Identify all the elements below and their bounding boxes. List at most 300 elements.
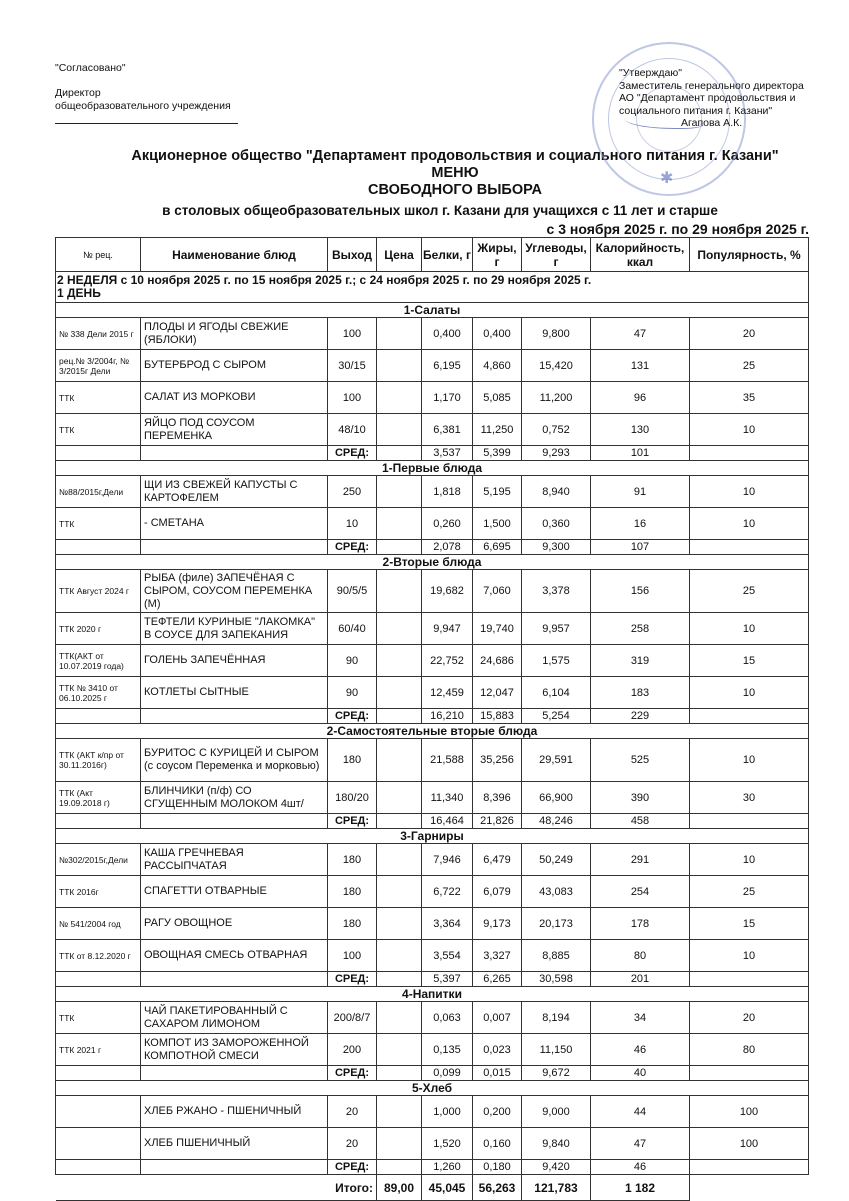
table-row xyxy=(56,1096,809,1128)
approval-right-block xyxy=(619,67,804,130)
avg-cell-price xyxy=(377,1066,422,1081)
cell-price xyxy=(377,1034,422,1066)
cell-output: 200 xyxy=(328,1034,377,1066)
cell-price xyxy=(377,414,422,446)
avg-cell-calories: 46 xyxy=(591,1160,690,1175)
cell-fat: 5,195 xyxy=(473,476,522,508)
cell-rec: ТТК № 3410 от 06.10.2025 г xyxy=(56,677,141,709)
cell-rec: ТТК xyxy=(56,382,141,414)
table-row xyxy=(56,645,809,677)
cell-popularity: 10 xyxy=(690,739,809,782)
avg-cell-protein: 0,099 xyxy=(422,1066,473,1081)
avg-cell-rec xyxy=(56,1066,141,1081)
cell-output: 180 xyxy=(328,844,377,876)
section-average-row xyxy=(56,972,809,987)
cell-rec xyxy=(56,1128,141,1160)
cell-fat: 1,500 xyxy=(473,508,522,540)
cell-name: ЯЙЦО ПОД СОУСОМ ПЕРЕМЕНКА xyxy=(141,414,328,446)
cell-rec: № 338 Дели 2015 г xyxy=(56,318,141,350)
cell-protein: 6,722 xyxy=(422,876,473,908)
cell-output: 90 xyxy=(328,645,377,677)
table-row xyxy=(56,613,809,645)
avg-cell-fat: 6,695 xyxy=(473,540,522,555)
cell-fat: 7,060 xyxy=(473,570,522,613)
cell-price xyxy=(377,677,422,709)
cell-protein: 22,752 xyxy=(422,645,473,677)
cell-name: ХЛЕБ ПШЕНИЧНЫЙ xyxy=(141,1128,328,1160)
cell-popularity: 25 xyxy=(690,876,809,908)
cell-popularity: 80 xyxy=(690,1034,809,1066)
cell-carbs: 50,249 xyxy=(522,844,591,876)
total-calories: 1 182 xyxy=(591,1175,690,1201)
cell-rec: № 541/2004 год xyxy=(56,908,141,940)
section-average-row xyxy=(56,540,809,555)
cell-price xyxy=(377,570,422,613)
cell-rec: ТТК xyxy=(56,414,141,446)
cell-protein: 0,135 xyxy=(422,1034,473,1066)
cell-protein: 1,000 xyxy=(422,1096,473,1128)
cell-carbs: 8,194 xyxy=(522,1002,591,1034)
cell-fat: 11,250 xyxy=(473,414,522,446)
column-header-output: Выход xyxy=(328,238,377,272)
cell-protein: 21,588 xyxy=(422,739,473,782)
section-header-row xyxy=(56,724,809,739)
avg-cell-avg-label: СРЕД: xyxy=(328,1160,377,1175)
signature-line xyxy=(55,123,238,124)
avg-cell-protein: 3,537 xyxy=(422,446,473,461)
cell-output: 90 xyxy=(328,677,377,709)
section-title: 4-Напитки xyxy=(56,987,809,1002)
avg-cell-calories: 229 xyxy=(591,709,690,724)
cell-price xyxy=(377,908,422,940)
avg-cell-avg-label: СРЕД: xyxy=(328,540,377,555)
cell-output: 20 xyxy=(328,1128,377,1160)
avg-cell-avg-label: СРЕД: xyxy=(328,814,377,829)
avg-cell-name xyxy=(141,1160,328,1175)
cell-name: ПЛОДЫ И ЯГОДЫ СВЕЖИЕ (ЯБЛОКИ) xyxy=(141,318,328,350)
cell-carbs: 9,000 xyxy=(522,1096,591,1128)
table-row xyxy=(56,876,809,908)
avg-cell-protein: 5,397 xyxy=(422,972,473,987)
cell-name: ГОЛЕНЬ ЗАПЕЧЁННАЯ xyxy=(141,645,328,677)
table-row xyxy=(56,1128,809,1160)
cell-output: 30/15 xyxy=(328,350,377,382)
avg-cell-popularity xyxy=(690,972,809,987)
cell-popularity: 25 xyxy=(690,350,809,382)
cell-calories: 47 xyxy=(591,1128,690,1160)
avg-cell-popularity xyxy=(690,540,809,555)
cell-output: 20 xyxy=(328,1096,377,1128)
cell-fat: 5,085 xyxy=(473,382,522,414)
cell-name: КОМПОТ ИЗ ЗАМОРОЖЕННОЙ КОМПОТНОЙ СМЕСИ xyxy=(141,1034,328,1066)
table-row xyxy=(56,382,809,414)
cell-fat: 0,200 xyxy=(473,1096,522,1128)
cell-calories: 183 xyxy=(591,677,690,709)
avg-cell-popularity xyxy=(690,1066,809,1081)
section-title: 2-Вторые блюда xyxy=(56,555,809,570)
cell-rec: ТТК (АКТ к/пр от 30.11.2016г) xyxy=(56,739,141,782)
table-row xyxy=(56,570,809,613)
column-header-fat: Жиры, г xyxy=(473,238,522,272)
cell-protein: 11,340 xyxy=(422,782,473,814)
cell-protein: 12,459 xyxy=(422,677,473,709)
cell-rec: рец.№ 3/2004г, № 3/2015г Дели xyxy=(56,350,141,382)
cell-calories: 390 xyxy=(591,782,690,814)
cell-name: ХЛЕБ РЖАНО - ПШЕНИЧНЫЙ xyxy=(141,1096,328,1128)
section-average-row xyxy=(56,1160,809,1175)
cell-calories: 44 xyxy=(591,1096,690,1128)
day-label: 1 ДЕНЬ xyxy=(57,286,101,300)
cell-popularity: 10 xyxy=(690,508,809,540)
cell-protein: 9,947 xyxy=(422,613,473,645)
avg-cell-fat: 0,180 xyxy=(473,1160,522,1175)
cell-carbs: 0,360 xyxy=(522,508,591,540)
avg-cell-avg-label: СРЕД: xyxy=(328,709,377,724)
cell-rec: ТТК от 8.12.2020 г xyxy=(56,940,141,972)
cell-price xyxy=(377,476,422,508)
cell-protein: 3,554 xyxy=(422,940,473,972)
cell-calories: 46 xyxy=(591,1034,690,1066)
cell-fat: 24,686 xyxy=(473,645,522,677)
avg-cell-name xyxy=(141,446,328,461)
avg-cell-carbs: 5,254 xyxy=(522,709,591,724)
menu-title: МЕНЮ xyxy=(431,165,479,181)
approve-label: "Утверждаю" xyxy=(619,67,682,79)
avg-cell-name xyxy=(141,1066,328,1081)
cell-rec: ТТК(АКТ от 10.07.2019 года) xyxy=(56,645,141,677)
cell-popularity: 10 xyxy=(690,414,809,446)
cell-name: ТЕФТЕЛИ КУРИНЫЕ "ЛАКОМКА" В СОУСЕ ДЛЯ ЗАПЕКАНИЯ xyxy=(141,613,328,645)
table-row xyxy=(56,1034,809,1066)
cell-price xyxy=(377,645,422,677)
cell-carbs: 29,591 xyxy=(522,739,591,782)
cell-popularity: 15 xyxy=(690,645,809,677)
total-blank xyxy=(690,1175,809,1201)
cell-popularity: 10 xyxy=(690,677,809,709)
avg-cell-fat: 5,399 xyxy=(473,446,522,461)
avg-cell-carbs: 9,420 xyxy=(522,1160,591,1175)
cell-popularity: 20 xyxy=(690,318,809,350)
cell-fat: 0,400 xyxy=(473,318,522,350)
cell-calories: 525 xyxy=(591,739,690,782)
approval-left-block xyxy=(55,62,238,124)
cell-calories: 96 xyxy=(591,382,690,414)
cell-calories: 34 xyxy=(591,1002,690,1034)
cell-fat: 4,860 xyxy=(473,350,522,382)
cell-output: 48/10 xyxy=(328,414,377,446)
cell-rec: ТТК xyxy=(56,1002,141,1034)
cell-calories: 130 xyxy=(591,414,690,446)
total-price: 89,00 xyxy=(377,1175,422,1201)
director-title: Директор xyxy=(55,87,101,99)
week-period: 2 НЕДЕЛЯ с 10 ноября 2025 г. по 15 ноября 2025 г.; с 24 ноября 2025 г. по 29 ноября 2025 г. xyxy=(57,273,592,287)
cell-output: 100 xyxy=(328,940,377,972)
cell-popularity: 100 xyxy=(690,1128,809,1160)
cell-output: 90/5/5 xyxy=(328,570,377,613)
approver-position-line1: Заместитель генерального директора xyxy=(619,79,804,92)
section-average-row xyxy=(56,709,809,724)
cell-rec: ТТК (Акт 19.09.2018 г) xyxy=(56,782,141,814)
cell-carbs: 1,575 xyxy=(522,645,591,677)
cell-protein: 3,364 xyxy=(422,908,473,940)
section-title: 1-Салаты xyxy=(56,303,809,318)
avg-cell-rec xyxy=(56,814,141,829)
cell-calories: 319 xyxy=(591,645,690,677)
cell-calories: 91 xyxy=(591,476,690,508)
avg-cell-fat: 15,883 xyxy=(473,709,522,724)
cell-carbs: 20,173 xyxy=(522,908,591,940)
cell-output: 100 xyxy=(328,382,377,414)
table-header-row xyxy=(56,238,809,272)
cell-price xyxy=(377,613,422,645)
cell-output: 100 xyxy=(328,318,377,350)
period-subtitle: с 3 ноября 2025 г. по 29 ноября 2025 г. xyxy=(546,221,809,237)
avg-cell-fat: 6,265 xyxy=(473,972,522,987)
total-protein: 45,045 xyxy=(422,1175,473,1201)
section-title: 3-Гарниры xyxy=(56,829,809,844)
cell-name: САЛАТ ИЗ МОРКОВИ xyxy=(141,382,328,414)
cell-output: 180 xyxy=(328,876,377,908)
cell-price xyxy=(377,1096,422,1128)
cell-fat: 12,047 xyxy=(473,677,522,709)
column-header-protein: Белки, г xyxy=(422,238,473,272)
cell-price xyxy=(377,350,422,382)
cell-popularity: 100 xyxy=(690,1096,809,1128)
cell-popularity: 10 xyxy=(690,613,809,645)
cell-popularity: 25 xyxy=(690,570,809,613)
audience-subtitle: в столовых общеобразовательных школ г. Казани для учащихся с 11 лет и старше xyxy=(162,203,718,218)
cell-carbs: 11,200 xyxy=(522,382,591,414)
cell-protein: 7,946 xyxy=(422,844,473,876)
week-row xyxy=(56,272,809,303)
avg-cell-rec xyxy=(56,709,141,724)
avg-cell-price xyxy=(377,540,422,555)
avg-cell-popularity xyxy=(690,1160,809,1175)
menu-type-title: СВОБОДНОГО ВЫБОРА xyxy=(367,182,543,198)
cell-rec: №302/2015г,Дели xyxy=(56,844,141,876)
cell-fat: 0,160 xyxy=(473,1128,522,1160)
section-average-row xyxy=(56,446,809,461)
table-row xyxy=(56,1002,809,1034)
avg-cell-rec xyxy=(56,540,141,555)
avg-cell-avg-label: СРЕД: xyxy=(328,972,377,987)
cell-carbs: 9,957 xyxy=(522,613,591,645)
cell-protein: 19,682 xyxy=(422,570,473,613)
avg-cell-price xyxy=(377,446,422,461)
cell-name: СПАГЕТТИ ОТВАРНЫЕ xyxy=(141,876,328,908)
cell-calories: 47 xyxy=(591,318,690,350)
section-header-row xyxy=(56,1081,809,1096)
avg-cell-calories: 40 xyxy=(591,1066,690,1081)
avg-cell-popularity xyxy=(690,709,809,724)
avg-cell-price xyxy=(377,814,422,829)
organization-title: Акционерное общество "Департамент продовольствия и социального питания г. Казани" xyxy=(131,148,779,164)
cell-price xyxy=(377,508,422,540)
cell-output: 60/40 xyxy=(328,613,377,645)
cell-fat: 8,396 xyxy=(473,782,522,814)
avg-cell-name xyxy=(141,709,328,724)
section-average-row xyxy=(56,1066,809,1081)
cell-fat: 0,007 xyxy=(473,1002,522,1034)
avg-cell-price xyxy=(377,972,422,987)
section-average-row xyxy=(56,814,809,829)
cell-output: 200/8/7 xyxy=(328,1002,377,1034)
section-header-row xyxy=(56,303,809,318)
cell-carbs: 6,104 xyxy=(522,677,591,709)
table-row xyxy=(56,350,809,382)
cell-fat: 0,023 xyxy=(473,1034,522,1066)
column-header-rec: № рец. xyxy=(56,238,141,272)
cell-rec: ТТК 2016г xyxy=(56,876,141,908)
avg-cell-calories: 101 xyxy=(591,446,690,461)
avg-cell-avg-label: СРЕД: xyxy=(328,446,377,461)
cell-rec: №88/2015г,Дели xyxy=(56,476,141,508)
avg-cell-price xyxy=(377,709,422,724)
cell-rec: ТТК 2021 г xyxy=(56,1034,141,1066)
cell-output: 180/20 xyxy=(328,782,377,814)
cell-rec: ТТК xyxy=(56,508,141,540)
cell-popularity: 10 xyxy=(690,844,809,876)
avg-cell-name xyxy=(141,540,328,555)
column-header-price: Цена xyxy=(377,238,422,272)
cell-rec: ТТК 2020 г xyxy=(56,613,141,645)
avg-cell-popularity xyxy=(690,446,809,461)
avg-cell-carbs: 9,293 xyxy=(522,446,591,461)
section-title: 1-Первые блюда xyxy=(56,461,809,476)
stamp-star-icon: ✱ xyxy=(660,170,674,187)
cell-carbs: 15,420 xyxy=(522,350,591,382)
cell-protein: 1,170 xyxy=(422,382,473,414)
menu-table xyxy=(55,237,809,1201)
avg-cell-avg-label: СРЕД: xyxy=(328,1066,377,1081)
avg-cell-protein: 16,210 xyxy=(422,709,473,724)
cell-protein: 6,381 xyxy=(422,414,473,446)
cell-name: КАША ГРЕЧНЕВАЯ РАССЫПЧАТАЯ xyxy=(141,844,328,876)
cell-name: - СМЕТАНА xyxy=(141,508,328,540)
cell-popularity: 10 xyxy=(690,476,809,508)
cell-popularity: 30 xyxy=(690,782,809,814)
section-header-row xyxy=(56,461,809,476)
institution-title: общеобразовательного учреждения xyxy=(55,100,231,112)
cell-carbs: 8,885 xyxy=(522,940,591,972)
avg-cell-calories: 201 xyxy=(591,972,690,987)
cell-calories: 156 xyxy=(591,570,690,613)
cell-price xyxy=(377,940,422,972)
cell-protein: 1,818 xyxy=(422,476,473,508)
cell-name: РАГУ ОВОЩНОЕ xyxy=(141,908,328,940)
cell-name: ОВОЩНАЯ СМЕСЬ ОТВАРНАЯ xyxy=(141,940,328,972)
cell-name: КОТЛЕТЫ СЫТНЫЕ xyxy=(141,677,328,709)
section-header-row xyxy=(56,987,809,1002)
cell-name: БЛИНЧИКИ (п/ф) СО СГУЩЕННЫМ МОЛОКОМ 4шт/ xyxy=(141,782,328,814)
cell-price xyxy=(377,382,422,414)
cell-fat: 9,173 xyxy=(473,908,522,940)
table-row xyxy=(56,318,809,350)
section-title: 5-Хлеб xyxy=(56,1081,809,1096)
cell-popularity: 35 xyxy=(690,382,809,414)
column-header-carbs: Углеводы, г xyxy=(522,238,591,272)
cell-output: 10 xyxy=(328,508,377,540)
column-header-popularity: Популярность, % xyxy=(690,238,809,272)
cell-protein: 0,063 xyxy=(422,1002,473,1034)
avg-cell-protein: 1,260 xyxy=(422,1160,473,1175)
cell-carbs: 9,800 xyxy=(522,318,591,350)
cell-carbs: 66,900 xyxy=(522,782,591,814)
cell-protein: 1,520 xyxy=(422,1128,473,1160)
total-label: Итого: xyxy=(56,1175,377,1201)
cell-carbs: 11,150 xyxy=(522,1034,591,1066)
cell-fat: 3,327 xyxy=(473,940,522,972)
avg-cell-fat: 0,015 xyxy=(473,1066,522,1081)
avg-cell-calories: 458 xyxy=(591,814,690,829)
table-row xyxy=(56,908,809,940)
avg-cell-carbs: 48,246 xyxy=(522,814,591,829)
avg-cell-carbs: 30,598 xyxy=(522,972,591,987)
cell-fat: 35,256 xyxy=(473,739,522,782)
cell-price xyxy=(377,318,422,350)
cell-price xyxy=(377,1128,422,1160)
cell-protein: 0,400 xyxy=(422,318,473,350)
cell-popularity: 10 xyxy=(690,940,809,972)
section-header-row xyxy=(56,829,809,844)
cell-calories: 80 xyxy=(591,940,690,972)
cell-calories: 291 xyxy=(591,844,690,876)
cell-output: 180 xyxy=(328,908,377,940)
table-row xyxy=(56,476,809,508)
cell-popularity: 15 xyxy=(690,908,809,940)
section-title: 2-Самостоятельные вторые блюда xyxy=(56,724,809,739)
cell-calories: 131 xyxy=(591,350,690,382)
avg-cell-protein: 2,078 xyxy=(422,540,473,555)
avg-cell-carbs: 9,300 xyxy=(522,540,591,555)
cell-price xyxy=(377,876,422,908)
cell-carbs: 3,378 xyxy=(522,570,591,613)
cell-output: 250 xyxy=(328,476,377,508)
cell-fat: 6,479 xyxy=(473,844,522,876)
table-row xyxy=(56,844,809,876)
cell-carbs: 0,752 xyxy=(522,414,591,446)
cell-rec: ТТК Август 2024 г xyxy=(56,570,141,613)
cell-popularity: 20 xyxy=(690,1002,809,1034)
section-header-row xyxy=(56,555,809,570)
avg-cell-name xyxy=(141,814,328,829)
table-row xyxy=(56,782,809,814)
cell-name: ЩИ ИЗ СВЕЖЕЙ КАПУСТЫ С КАРТОФЕЛЕМ xyxy=(141,476,328,508)
cell-carbs: 9,840 xyxy=(522,1128,591,1160)
approver-position-line2: АО "Департамент продовольствия и xyxy=(619,92,796,104)
avg-cell-rec xyxy=(56,1160,141,1175)
total-row xyxy=(56,1175,809,1201)
cell-price xyxy=(377,844,422,876)
avg-cell-fat: 21,826 xyxy=(473,814,522,829)
cell-calories: 16 xyxy=(591,508,690,540)
column-header-name: Наименование блюд xyxy=(141,238,328,272)
cell-name: БУТЕРБРОД С СЫРОМ xyxy=(141,350,328,382)
table-row xyxy=(56,508,809,540)
cell-protein: 0,260 xyxy=(422,508,473,540)
cell-name: БУРИТОС С КУРИЦЕЙ И СЫРОМ (с соусом Переменка и морковью) xyxy=(141,739,328,782)
table-row xyxy=(56,739,809,782)
table-row xyxy=(56,940,809,972)
column-header-calories: Калорийность, ккал xyxy=(591,238,690,272)
cell-output: 180 xyxy=(328,739,377,782)
cell-calories: 178 xyxy=(591,908,690,940)
cell-rec xyxy=(56,1096,141,1128)
cell-price xyxy=(377,739,422,782)
avg-cell-carbs: 9,672 xyxy=(522,1066,591,1081)
avg-cell-name xyxy=(141,972,328,987)
avg-cell-protein: 16,464 xyxy=(422,814,473,829)
